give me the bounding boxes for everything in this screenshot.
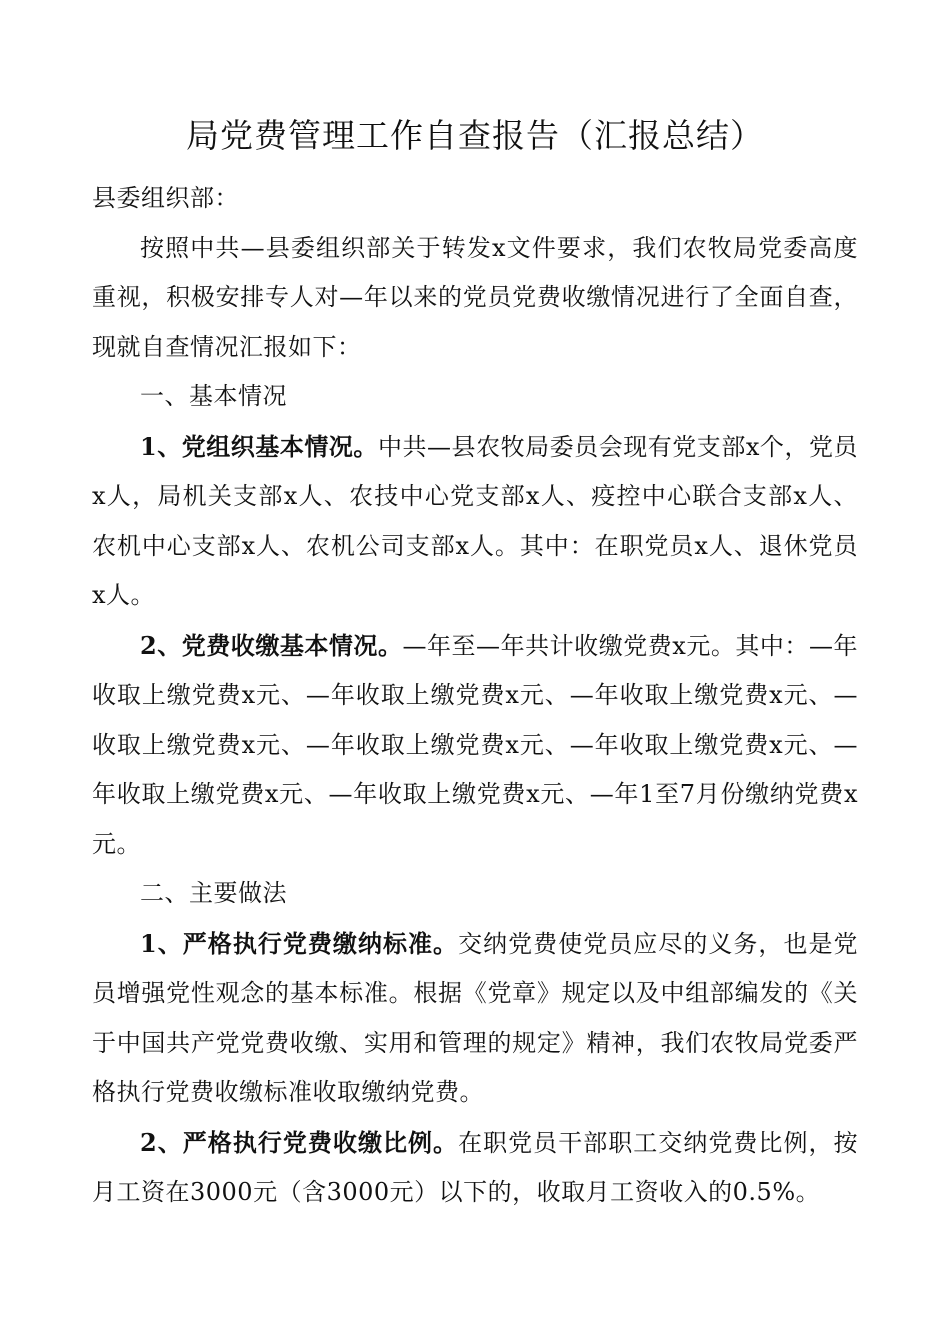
- paragraph-body: —年至—年共计收缴党费x元。其中：—年收取上缴党费x元、—年收取上缴党费x元、—年收取上缴党费x元、—收取上缴党费x元、—年收取上缴党费x元、—年收取上缴党费x元、—年收取上缴党费x元、—年收取上缴党费x元、—年1至7月份缴纳党费x元。: [92, 631, 858, 858]
- document-title: 局党费管理工作自查报告（汇报总结）: [186, 116, 764, 155]
- paragraph-dues-standard: [92, 919, 858, 1118]
- paragraph-body: 在职党员干部职工交纳党费比例，按月工资在3000元（含3000元）以下的，收取月工资收入的0.5%。: [92, 1128, 859, 1206]
- paragraph-body: 交纳党费使党员应尽的义务，也是党员增强党性观念的基本标准。根据《党章》规定以及中组部编发的《关于中国共产党党费收缴、实用和管理的规定》精神，我们农牧局党委严格执行党费收缴标准收取缴纳党费。: [92, 929, 859, 1106]
- paragraph-dues-collection: [92, 621, 858, 870]
- salutation: 县委组织部：: [92, 184, 239, 212]
- paragraph-lead: 2、党费收缴基本情况。: [140, 630, 403, 660]
- section-heading-main-practices: 二、主要做法: [140, 879, 287, 907]
- section-heading-basic-situation: 一、基本情况: [140, 382, 287, 410]
- document-page: [92, 110, 858, 1218]
- paragraph-lead: 1、严格执行党费缴纳标准。: [140, 928, 459, 958]
- paragraph-lead: 2、严格执行党费收缴比例。: [140, 1127, 459, 1157]
- paragraph-body: 中共—县农牧局委员会现有党支部x个，党员x人，局机关支部x人、农技中心党支部x人、疫控中心联合支部x人、农机中心支部x人、农机公司支部x人。其中：在职党员x人、退休党员x人。: [92, 432, 858, 609]
- paragraph-party-organization: [92, 422, 858, 621]
- intro-paragraph: 按照中共—县委组织部关于转发x文件要求，我们农牧局党委高度重视，积极安排专人对—年以来的党员党费收缴情况进行了全面自查，现就自查情况汇报如下：: [92, 233, 858, 361]
- paragraph-lead: 1、党组织基本情况。: [140, 431, 378, 461]
- paragraph-dues-ratio: [92, 1118, 858, 1218]
